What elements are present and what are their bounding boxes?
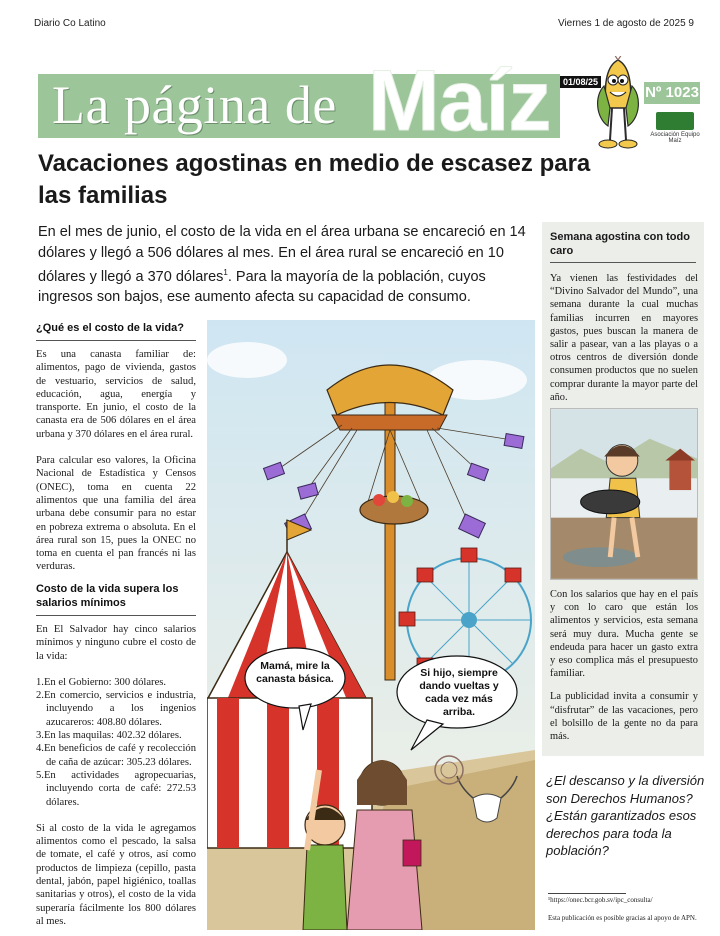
paragraph: Si al costo de la vida le agregamos alimentos como el pescado, la salsa de tomate, el café y otros, así como productos de limpieza (cepillo, pasta dental, jabón, papel higiénico, toallas sanitarias y otros), el costo de la vida superaría fácilmente los 800 dólares al mes. bbox=[36, 822, 196, 927]
section-heading-minimum-wages: Costo de la vida supera los salarios mínimos bbox=[36, 583, 179, 609]
list-item: 2.En comercio, servicios e industria, incluyendo a los ingenios azucareros: 408.80 dólares. bbox=[36, 690, 196, 728]
footnote-divider bbox=[548, 893, 626, 894]
paragraph: Con los salarios que hay en el país y con lo caro que están los alimentos y servicios, esta semana será muy dura. Mucha gente se endeuda para hacer un gasto extra y eso complica más el presupuesto familiar. bbox=[550, 589, 698, 680]
list-item: 3.En las maquilas: 402.32 dólares. bbox=[36, 730, 182, 742]
section-divider bbox=[36, 615, 196, 616]
section-minimum-wages-body bbox=[36, 623, 196, 936]
paragraph: En El Salvador hay cinco salarios mínimos y ninguno cubre el costo de la vida: bbox=[36, 624, 196, 662]
list-item: 5.En actividades agropecuarias, incluyendo corta de café: 272.53 dólares. bbox=[36, 769, 196, 808]
girl-with-float-illustration bbox=[550, 408, 698, 580]
paragraph: La publicidad invita a consumir y “disfrutar” de las vacaciones, pero el bolsillo de la gente no da para más. bbox=[550, 691, 698, 743]
carnival-cartoon-illustration bbox=[207, 320, 535, 930]
logo-text: Asociación Equipo Maíz bbox=[650, 132, 700, 144]
paragraph: Es una canasta familiar de: alimentos, pago de vivienda, gastos de vestuario, servicios de salud, educación, agua, energía y transporte. En junio, el costo de la canasta era de 506 dólares en el área urbana y 370 dólares en el área rural. bbox=[36, 349, 196, 440]
section-heading-cost-of-living: ¿Qué es el costo de la vida? bbox=[36, 322, 184, 334]
wage-list bbox=[36, 676, 196, 809]
list-item: 4.En beneficios de café y recolección de caña de azúcar: 305.23 dólares. bbox=[36, 743, 196, 768]
newspaper-name: Diario Co Latino bbox=[34, 18, 106, 29]
speech-bubble-mother: Si hijo, siempre dando vueltas y cada vez más arriba. bbox=[419, 667, 499, 718]
issue-number: Nº 1023 bbox=[644, 82, 700, 104]
footnote-source: ¹https://onec.bcr.gob.sv/ipc_consulta/ bbox=[548, 896, 653, 904]
equipo-maiz-logo bbox=[648, 108, 702, 142]
sidebar-body bbox=[550, 588, 698, 753]
section-divider bbox=[36, 340, 196, 341]
sidebar-paragraph: Ya vienen las festividades del “Divino Salvador del Mundo”, una semana durante la cual muchas familias incurren en mayores gastos, pues buscan la manera de salir a pasear, van a las playas o a otros centros de diversión donde consumen productos que no suelen comprar durante la mayor parte del año. bbox=[550, 273, 698, 403]
sidebar-heading: Semana agostina con todo caro bbox=[550, 231, 690, 257]
list-item: 1.En el Gobierno: 300 dólares. bbox=[36, 676, 167, 688]
masthead bbox=[38, 53, 560, 149]
closing-question: ¿El descanso y la diversión son Derechos Humanos? ¿Están garantizados esos derechos para toda la población? bbox=[546, 773, 705, 858]
speech-bubble-child: Mamá, mire la canasta básica. bbox=[256, 660, 334, 685]
dateline: Viernes 1 de agosto de 2025 9 bbox=[557, 18, 694, 29]
lead-paragraph: En el mes de junio, el costo de la vida en el área urbana se encareció en 14 dólares y llegó a 506 dólares al mes. En el área rural se encareció en 10 dólares y llegó a 370 dólares$^1$. Para la mayoría de la población, cuyos ingresos son bajos, ese aumento afecta su capacidad de consumo. bbox=[38, 224, 526, 306]
sidebar-divider bbox=[550, 262, 696, 263]
sponsor-note: Esta publicación es posible gracias al apoyo de APN. bbox=[548, 914, 697, 922]
issue-date: 01/08/25 bbox=[560, 76, 601, 88]
masthead-title-maiz: Maíz bbox=[368, 53, 551, 149]
paragraph: Para calcular eso valores, la Oficina Nacional de Estadística y Censos (ONEC), toma en cuenta 22 alimentos que una familia del área urbana debe consumir para no estar en pobreza extrema o absoluta. En el área rural son 15, pues la ONEC no toma en cuenta el pan francés ni las verduras. bbox=[36, 455, 196, 573]
section-cost-of-living-body bbox=[36, 348, 196, 587]
masthead-title-prefix: La página de bbox=[52, 75, 337, 135]
headline: Vacaciones agostinas en medio de escasez para las familias bbox=[38, 150, 591, 209]
footnote-marker: 1 bbox=[223, 268, 228, 277]
corn-mascot-icon bbox=[590, 56, 646, 152]
